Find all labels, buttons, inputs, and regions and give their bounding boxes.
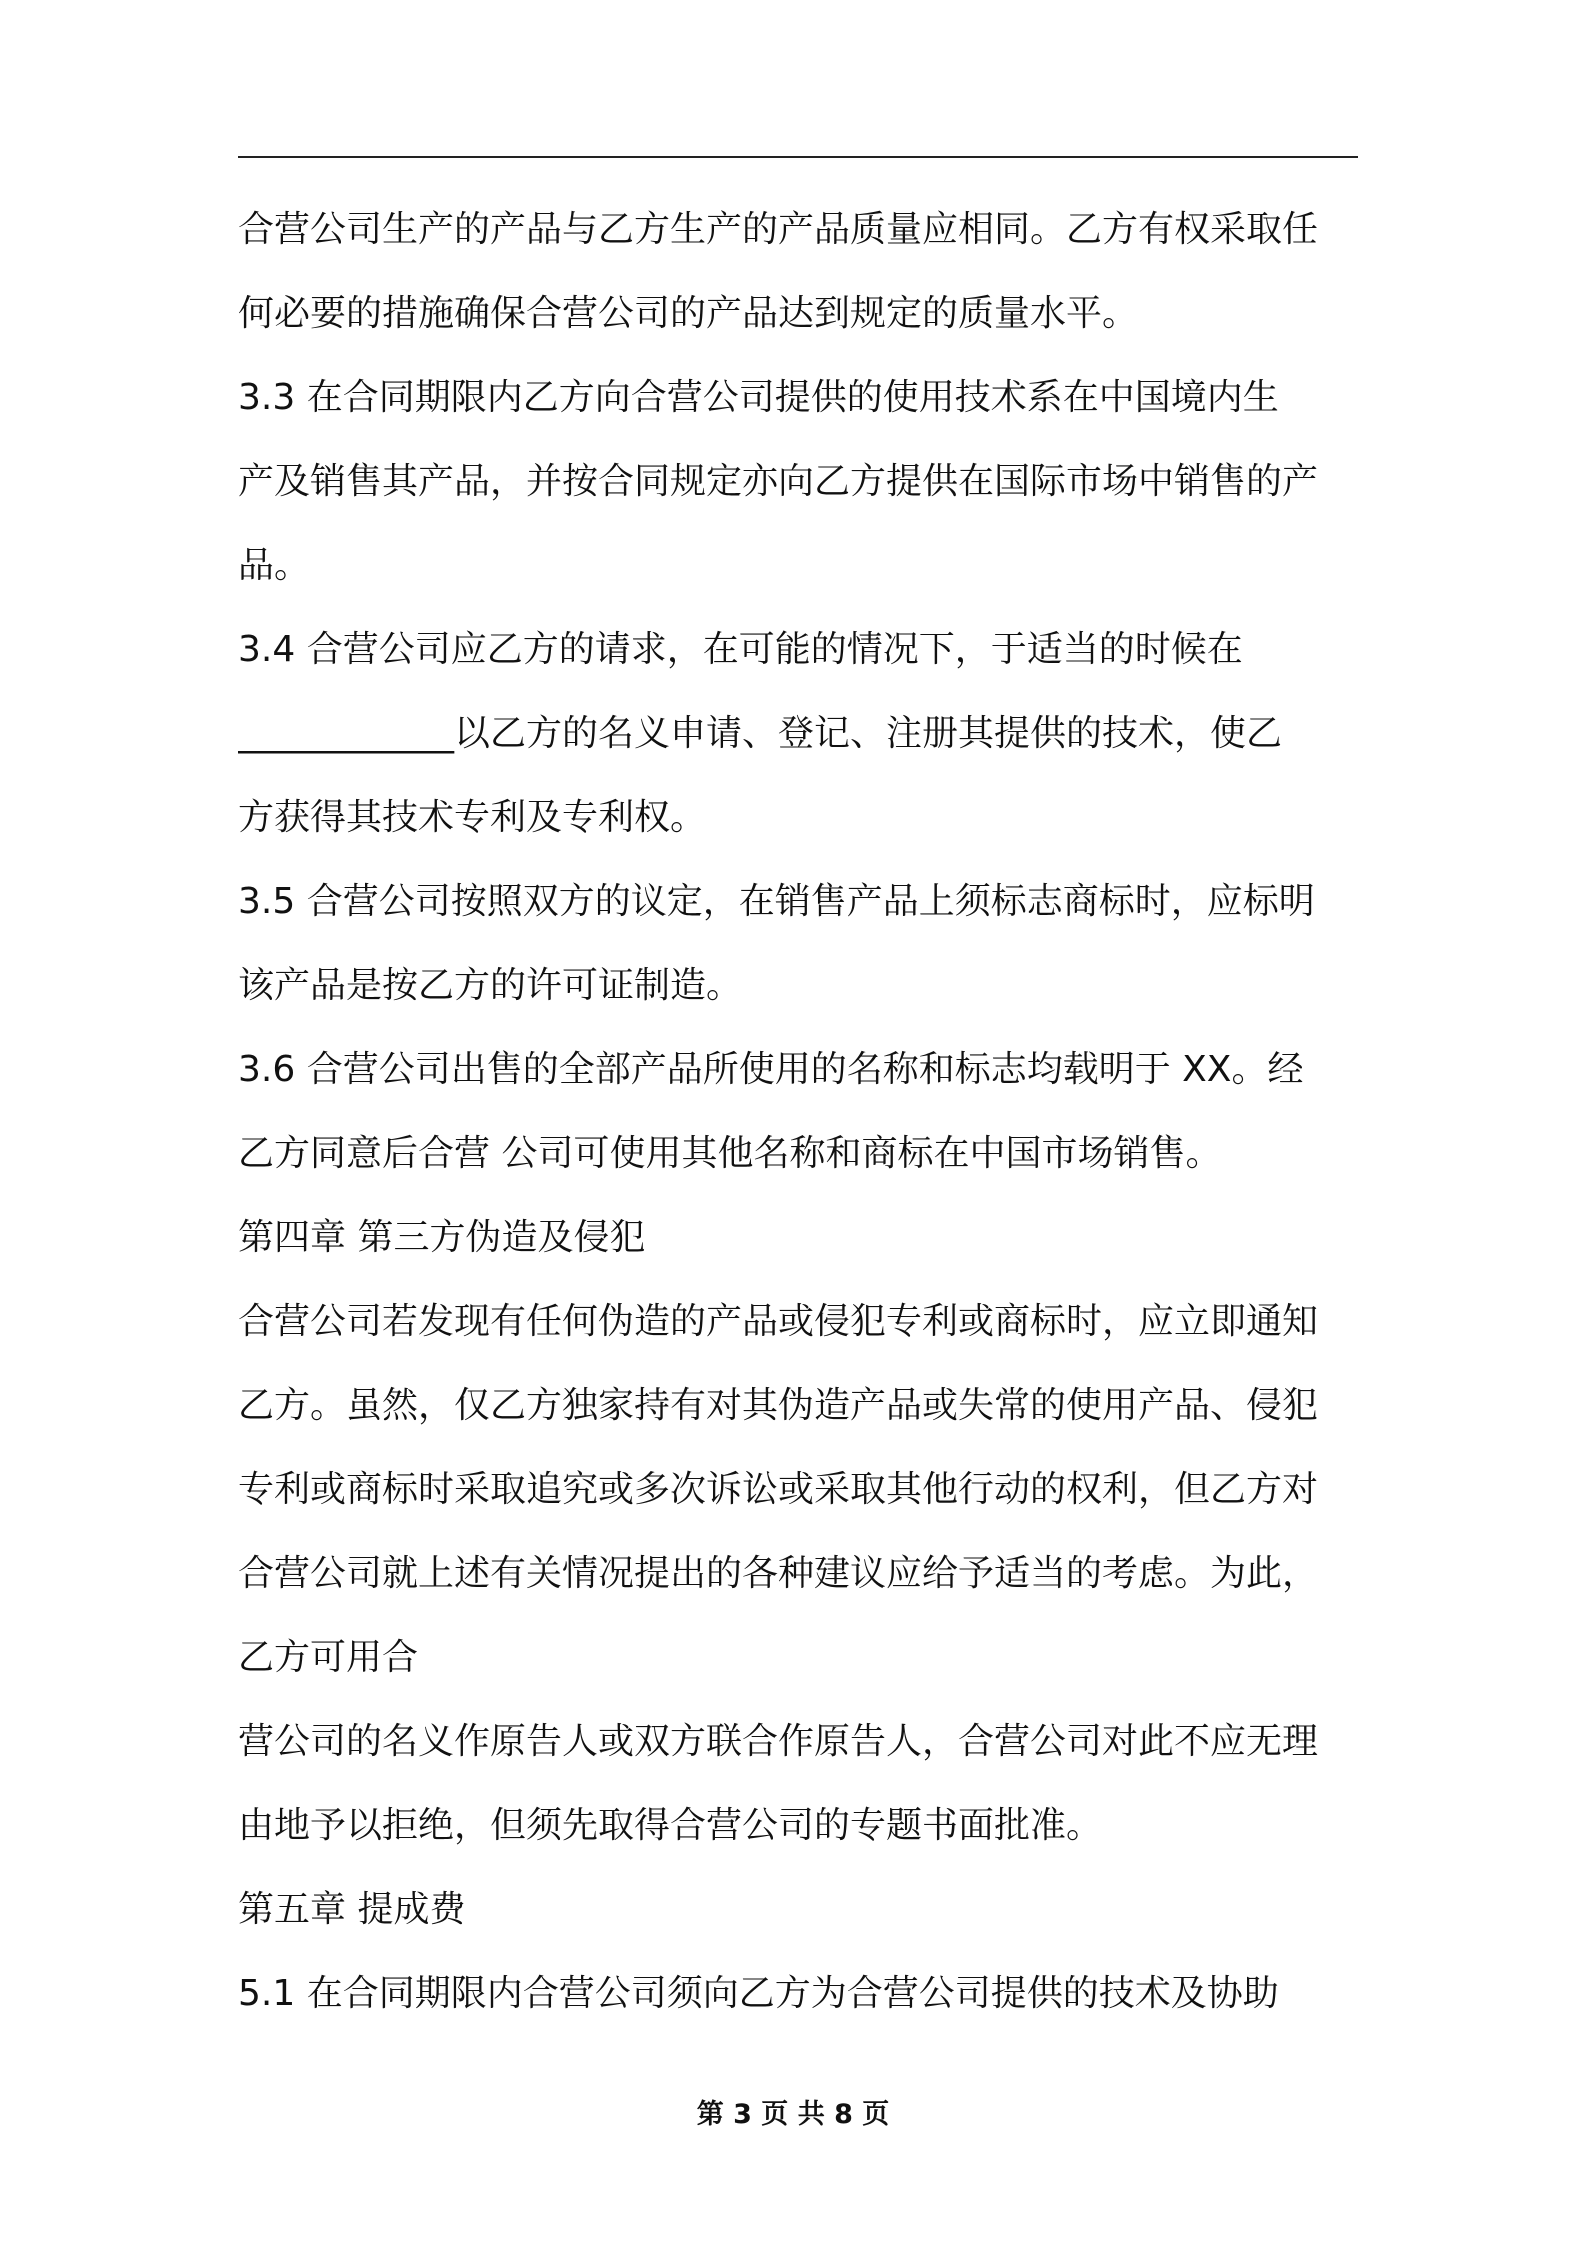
text-line: 品。 [238, 545, 311, 586]
text-line: 方获得其技术专利及专利权。 [238, 797, 707, 838]
text-line: 产及销售其产品，并按合同规定亦向乙方提供在国际市场中销售的产 [238, 461, 1319, 502]
text-line: 该产品是按乙方的许可证制造。 [238, 965, 743, 1006]
document-body [238, 188, 1362, 2036]
clause-3-5: 3.5 合营公司按照双方的议定，在销售产品上须标志商标时，应标明 [238, 881, 1315, 922]
clause-5-1: 5.1 在合同期限内合营公司须向乙方为合营公司提供的技术及协助 [238, 1973, 1279, 2014]
text-line: 乙方同意后合营 公司可使用其他名称和商标在中国市场销售。 [238, 1133, 1222, 1174]
clause-3-6: 3.6 合营公司出售的全部产品所使用的名称和标志均载明于 XX。经 [238, 1049, 1304, 1090]
page-number: 第 3 页 共 8 页 [696, 2099, 890, 2130]
text-line: ____________以乙方的名义申请、登记、注册其提供的技术，使乙 [238, 713, 1283, 754]
text-line: 乙方。虽然，仅乙方独家持有对其伪造产品或失常的使用产品、侵犯 [238, 1385, 1319, 1426]
clause-3-4: 3.4 合营公司应乙方的请求，在可能的情况下，于适当的时候在 [238, 629, 1243, 670]
text-line: 专利或商标时采取追究或多次诉讼或采取其他行动的权利，但乙方对 [238, 1469, 1319, 1510]
text-line: 何必要的措施确保合营公司的产品达到规定的质量水平。 [238, 293, 1139, 334]
header-rule [238, 156, 1358, 158]
text-line: 由地予以拒绝，但须先取得合营公司的专题书面批准。 [238, 1805, 1103, 1846]
text-line: 合营公司生产的产品与乙方生产的产品质量应相同。乙方有权采取任 [238, 209, 1319, 250]
text-line: 营公司的名义作原告人或双方联合作原告人，合营公司对此不应无理 [238, 1721, 1319, 1762]
clause-3-3: 3.3 在合同期限内乙方向合营公司提供的使用技术系在中国境内生 [238, 377, 1279, 418]
text-line: 乙方可用合 [238, 1637, 419, 1678]
chapter-4-heading: 第四章 第三方伪造及侵犯 [238, 1217, 646, 1258]
text-line: 合营公司就上述有关情况提出的各种建议应给予适当的考虑。为此， [238, 1553, 1319, 1594]
text-line: 合营公司若发现有任何伪造的产品或侵犯专利或商标时，应立即通知 [238, 1301, 1319, 1342]
chapter-5-heading: 第五章 提成费 [238, 1889, 466, 1930]
